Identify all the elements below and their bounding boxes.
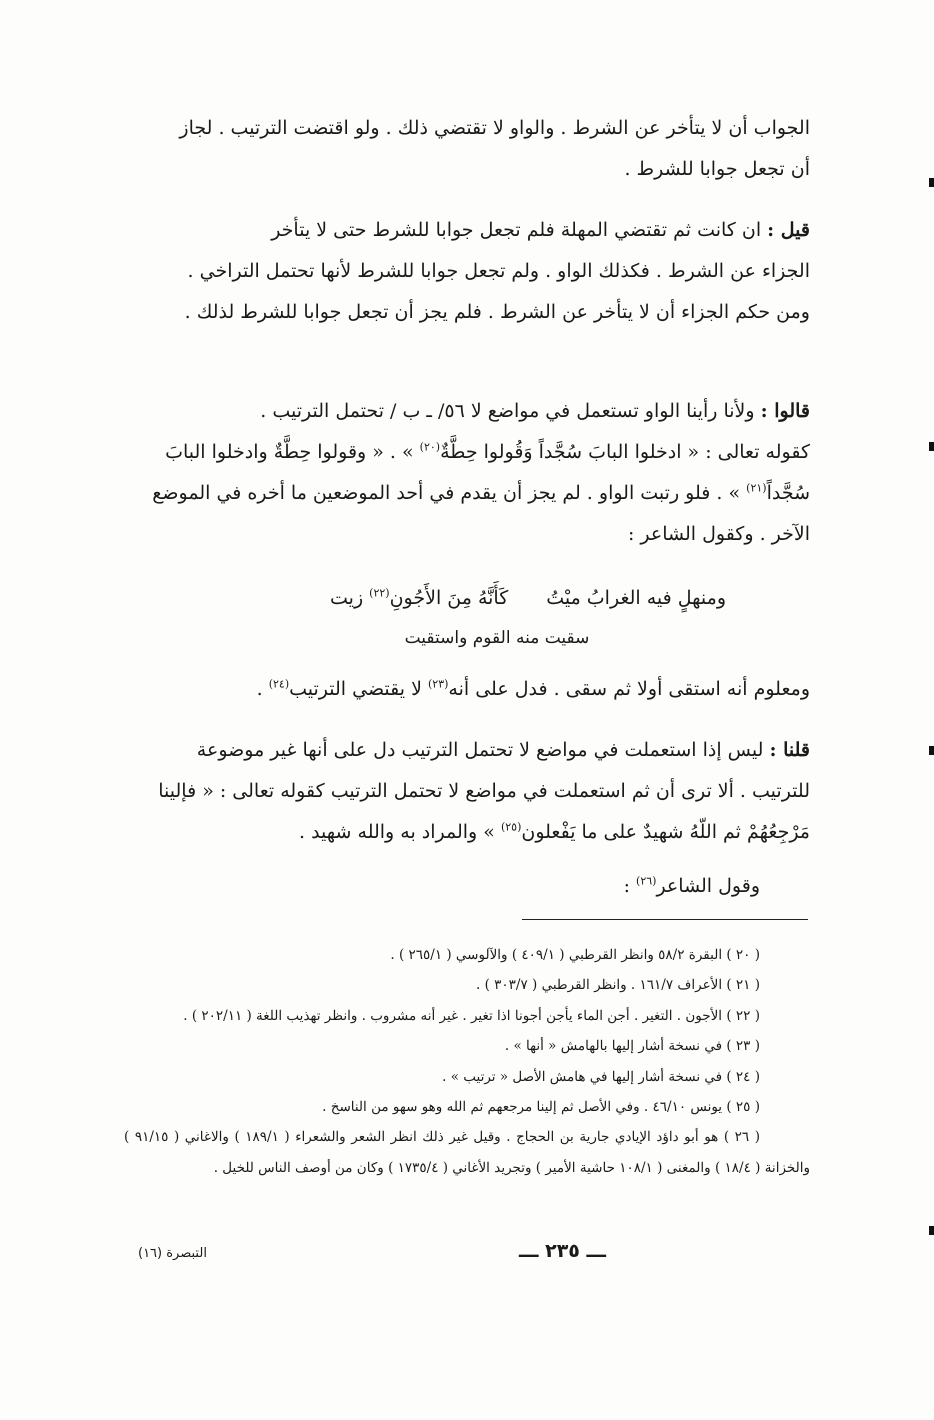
footnote-ref: (٢٣) [427, 677, 449, 691]
paragraph-line [124, 866, 760, 907]
verse-line-2: سقيت منه القوم واستقيت [404, 628, 590, 648]
paragraph-text: » والمراد به والله شهيد . [299, 821, 501, 843]
paragraph-text: ولأنا رأينا الواو تستعمل في مواضع لا ٥٦/ ـ ب / تحتمل الترتيب . [260, 400, 761, 422]
footnote-20: ( ٢٠ ) البقرة ٥٨/٢ وانظر القرطبي ( ٤٠٩/١ ) والآلوسي ( ٢٦٥/١ ) . [390, 947, 760, 963]
footnote-23: ( ٢٣ ) في نسخة أشار إليها بالهامش « أنها » . [504, 1038, 760, 1055]
footnote-ref: (٢٦) [636, 874, 657, 888]
paragraph-lead-word: قلنا : [769, 739, 810, 761]
paragraph-lead-word: قالوا : [760, 400, 810, 422]
paragraph-6 [124, 866, 760, 907]
paragraph-1 [124, 108, 810, 190]
paragraph-line: الجزاء عن الشرط . فكذلك الواو . ولم تجعل جوابا للشرط لأنها تحتمل التراخي . [187, 260, 810, 282]
signature-mark: التبصرة (١٦) [138, 1246, 207, 1261]
paragraph-line [124, 432, 810, 473]
paragraph-line: الجواب أن لا يتأخر عن الشرط . والواو لا تقتضي ذلك . ولو اقتضت الترتيب . لجاز [179, 117, 810, 139]
poem-verse [124, 578, 810, 658]
margin-mark [929, 178, 934, 187]
paragraph-text: » . « وقولوا حِطَّةٌ وادخلوا البابَ [165, 441, 420, 463]
footnote-25: ( ٢٥ ) يونس ٤٦/١٠ . وفي الأصل ثم إلينا مرجعهم ثم الله وهو سهو من الناسخ . [322, 1099, 760, 1116]
margin-mark [929, 442, 934, 451]
paragraph-line [124, 669, 810, 710]
paragraph-text: لا يقتضي الترتيب [289, 678, 428, 700]
verse-text: زيت [330, 587, 370, 609]
verse-hemistich-second [330, 578, 508, 618]
paragraph-4 [124, 669, 810, 710]
paragraph-line [124, 730, 810, 771]
paragraph-text: ومعلوم أنه استقى أولا ثم سقى . فدل على أنه [448, 678, 810, 700]
page-footer [124, 1240, 810, 1270]
footnote-ref: (٢٠) [419, 440, 441, 454]
paragraph-line: ومن حكم الجزاء أن لا يتأخر عن الشرط . فلم يجز أن تجعل جوابا للشرط لذلك . [184, 301, 810, 323]
paragraph-text: ان كانت ثم تقتضي المهلة فلم تجعل جوابا للشرط حتى لا يتأخر [271, 219, 768, 241]
paragraph-text: : [623, 875, 637, 897]
paragraph-line: للترتيب . ألا ترى أن ثم استعملت في مواضع لا تحتمل الترتيب كقوله تعالى : « فإلينا [158, 780, 810, 802]
footnote-26: ( ٢٦ ) هو أبو داؤد الإيادي جارية بن الحجاج . وقيل غير ذلك انظر الشعر والشعراء ( ١٨٩/١ ) والاغاني ( ٩١/١٥ ) والخزانة ( ١٨/٤ ) والمغنى ( ١٠٨/١ حاشية الأمير ) وتجريد الأغاني ( ١٧٣٥/٤ ) وكان من أوصف الناس للخيل . [124, 1129, 810, 1176]
page-number: ـــ ٢٣٥ ـــ [519, 1240, 607, 1262]
footnote-divider [522, 919, 808, 920]
footnotes [124, 940, 810, 1183]
verse-line-1 [124, 578, 810, 618]
footnote-ref: (٢٤) [268, 677, 290, 691]
footnote-ref: (٢٥) [500, 820, 522, 834]
paragraph-line [124, 812, 810, 853]
paragraph-line [124, 473, 810, 514]
paragraph-text: ليس إذا استعملت في مواضع لا تحتمل الترتيب دل على أنها غير موضوعة [196, 739, 770, 761]
paragraph-2 [124, 210, 810, 333]
paragraph-line [124, 391, 810, 432]
verse-text: كَأَنَّهُ مِنَ الأَجُونِ [389, 587, 509, 609]
footnote-21: ( ٢١ ) الأعراف ١٦١/٧ . وانظر القرطبي ( ٣٠٣/٧ ) . [476, 977, 760, 994]
paragraph-text: مَرْجِعُهُمْ ثم اللّهُ شهيدٌ على ما يَفْعلون [521, 821, 810, 843]
footnote-24: ( ٢٤ ) في نسخة أشار إليها في هامش الأصل « ترتيب » . [442, 1068, 760, 1085]
margin-mark [929, 746, 934, 755]
paragraph-text: كقوله تعالى : « ادخلوا البابَ سُجَّداً وَقُولوا حِطَّةٌ [440, 441, 810, 463]
margin-mark [929, 1226, 934, 1235]
footnote-22: ( ٢٢ ) الأجون . التغير . أجن الماء يأجن أجونا اذا تغير . غير أنه مشروب . وانظر تهذيب اللغة ( ٢٠٢/١١ ) . [183, 1007, 760, 1024]
verse-hemistich-first: ومنهلٍ فيه الغرابُ ميْتُ [546, 587, 726, 609]
paragraph-lead-word: قيل : [767, 219, 810, 241]
paragraph-line [124, 210, 810, 251]
paragraph-text: » . فلو رتبت الواو . لم يجز أن يقدم في أحد الموضعين ما أخره في الموضع [152, 482, 747, 504]
paragraph-5 [124, 730, 810, 853]
footnote-ref: (٢١) [746, 481, 767, 495]
paragraph-3 [124, 391, 810, 555]
footnote-ref: (٢٢) [369, 586, 390, 600]
paragraph-line: أن تجعل جوابا للشرط . [624, 158, 810, 180]
paragraph-text: . [256, 678, 269, 700]
paragraph-text: سُجَّداً [766, 482, 810, 504]
paragraph-text: وقول الشاعر [656, 875, 760, 897]
paragraph-line: الآخر . وكقول الشاعر : [627, 523, 810, 545]
